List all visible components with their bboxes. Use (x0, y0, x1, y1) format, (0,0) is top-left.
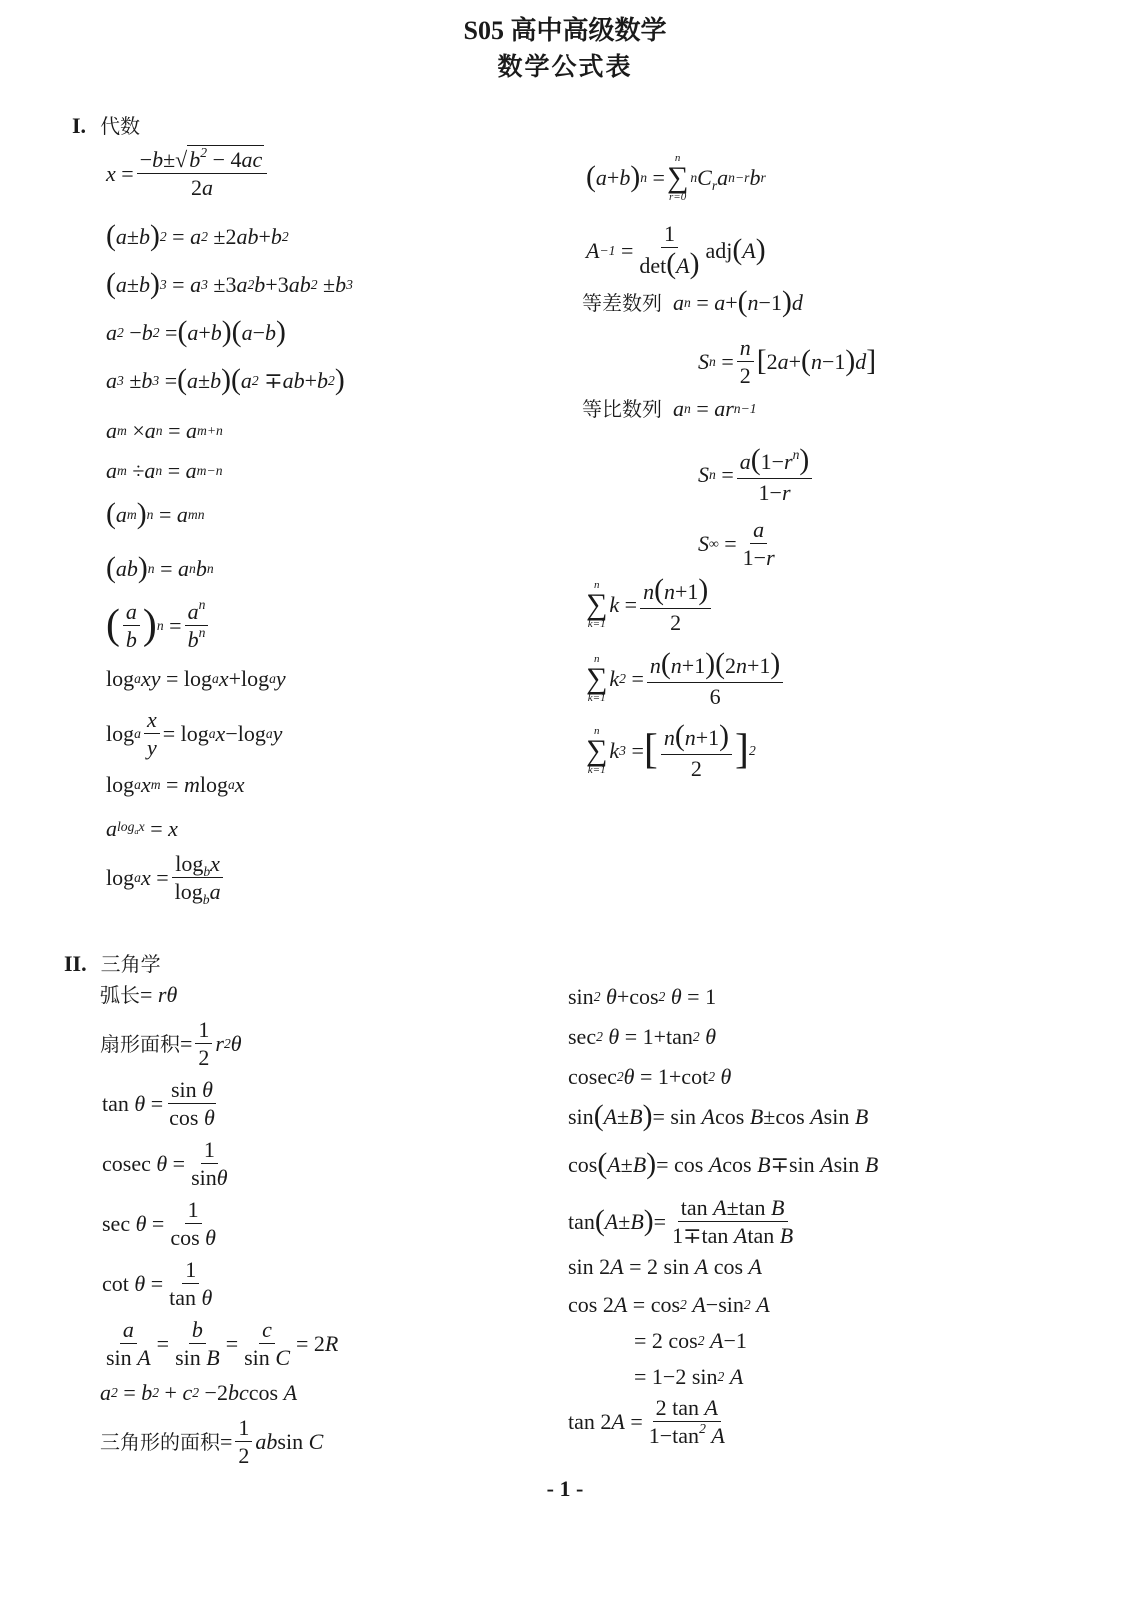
formula-cube-binomial: ( a ± b ) 3 = a 3 ±3 a 2 b +3 ab 2 ± b 3 (106, 268, 353, 300)
section-number: II. (64, 951, 87, 976)
formula-cosec-def: cosec θ = $\frac{1}{\sin\theta}$ (102, 1137, 228, 1191)
formula-cos-double-3: = 1−2 sin 2 A (634, 1364, 744, 1389)
formula-arithmetic-sum: S n = $\frac{n}{2}$ [ 2 a + ( n −1 ) d ] (698, 335, 877, 389)
section-label: 代数 (100, 114, 141, 138)
formula-change-of-base: log a x = $\frac{\log_bx}{\log_ba}$ (106, 852, 227, 903)
page-header (0, 14, 1130, 88)
formula-log-quotient: log a $\frac{x}{y}$ = log a x −log a y (106, 707, 283, 761)
formula-pythag-identity: sin 2 θ +cos 2 θ = 1 (568, 984, 717, 1009)
formula-geometric-nth: 等比数列 a n = ar n−1 (582, 396, 757, 421)
formula-sin-double: sin 2 A = 2 sin A cos A (568, 1254, 762, 1279)
formula-cos-double-1: cos 2 A = cos 2 A −sin 2 A (568, 1292, 770, 1317)
triangle-area-label: 三角形的面积 (100, 1429, 220, 1454)
arithmetic-sequence-label: 等差数列 (582, 290, 662, 315)
formula-matrix-inverse: A −1 = $\frac{1}{\det(A)}$ adj ( A ) (586, 221, 766, 281)
page-number: - 1 - (546, 1476, 584, 1501)
arc-length-label: 弧长 (100, 983, 140, 1007)
formula-quotient-power: ( $\frac{a}{b}$ ) n = $\frac{a^n}{b^n}$ (106, 600, 211, 651)
formula-sin-addition: sin ( A ± B ) = sin A cos B ±cos A sin B (568, 1100, 869, 1132)
formula-exp-product: a m × a n = a m+n (106, 418, 223, 443)
section-trig-heading (64, 948, 161, 977)
formula-exp-quotient: a m ÷ a n = a m−n (106, 458, 223, 483)
formula-triangle-area: 三角形的面积 = $\frac{1}{2}$ ab sin C (100, 1415, 324, 1469)
formula-sum-k: n ∑ k=1 k = $\frac{n(n+1)}{2}$ (584, 576, 714, 634)
section-label: 三角学 (100, 952, 161, 976)
formula-log-inverse: a $\log_ax$ = x (106, 816, 178, 841)
formula-tan-addition: tan ( A ± B ) = $\frac{\text{tan A±tan B}}{\text{1∓tan Atan B}}$ (568, 1195, 794, 1249)
formula-cos-addition: cos ( A ± B ) = cos A cos B ∓sin A sin B (568, 1148, 879, 1180)
formula-geometric-infinite-sum: S ∞ = $\frac{a}{1-r}$ (698, 517, 775, 571)
formula-square-binomial: ( a ± b ) 2 = a 2 ±2 ab + b 2 (106, 220, 289, 252)
formula-quadratic: x = $\frac{-b\pm√b^2 - 4ac}{2a}$ (106, 148, 270, 199)
page-subtitle: 数学公式表 (497, 54, 633, 81)
geometric-sequence-label: 等比数列 (582, 397, 662, 421)
formula-exp-power: ( a m ) n = a mn (106, 498, 205, 530)
formula-sec-identity: sec 2 θ = 1+tan 2 θ (568, 1024, 717, 1049)
formula-cot-def: cot θ = $\frac{1}{\text{tan θ}}$ (102, 1257, 213, 1311)
formula-product-power: ( ab ) n = a n b n (106, 552, 214, 584)
section-number: I. (72, 113, 87, 138)
formula-difference-squares: a 2 − b 2 = ( a + b )( a − b ) (106, 316, 286, 348)
formula-cos-double-2: = 2 cos 2 A −1 (634, 1328, 747, 1353)
formula-arithmetic-nth: 等差数列 a n = a + ( n −1 ) d (582, 286, 803, 318)
sector-area-label: 扇形面积 (100, 1031, 180, 1056)
formula-sector-area: 扇形面积 = $\frac{1}{2}$ r 2 θ (100, 1017, 242, 1071)
formula-sec-def: sec θ = $\frac{1}{\text{cos θ}}$ (102, 1197, 216, 1251)
section-algebra-heading (72, 110, 140, 139)
formula-tan-double: tan 2 A = $\frac{\text{2 tan A}}{1-\tan^2 A}$ (568, 1395, 725, 1449)
formula-log-power: log a x m = m log a x (106, 772, 245, 797)
formula-log-product: log a xy = log a x +log a y (106, 666, 286, 691)
formula-arc-length: 弧长 = rθ (100, 982, 178, 1007)
page-title: S05 高中高级数学 (463, 16, 667, 45)
formula-geometric-sum: S n = $\frac{a(1-r^n)}{1-r}$ (698, 446, 815, 504)
formula-cosine-rule: a 2 = b 2 + c 2 −2 bc cos A (100, 1380, 298, 1405)
formula-sum-k-squared: n ∑ k=1 k 2 = $\frac{n(n+1)(2n+1)}{6}$ (584, 650, 786, 708)
formula-sum-k-cubed: n ∑ k=1 k 3 = [ $\frac{n(n+1)}{2}$ ] 2 (586, 720, 756, 781)
formula-sine-rule: $\frac{a}{\text{sin A}}$ = $\frac{b}{\text{sin B}}$ = $\frac{c}{\text{sin C}}$ = 2 R (106, 1317, 339, 1371)
formula-cosec-identity: cosec 2 θ = 1+cot 2 θ (568, 1064, 732, 1089)
formula-binomial-theorem: ( a + b ) n = n ∑ r=0 n $C_r$ a n−r b r (586, 152, 766, 204)
formula-sum-cubes: a 3 ± b 3 = ( a ± b )( a 2 ∓ ab + b 2 ) (106, 364, 345, 396)
formula-tan-def: tan θ = $\frac{\text{sin θ}}{\text{cos θ}}$ (102, 1077, 215, 1131)
